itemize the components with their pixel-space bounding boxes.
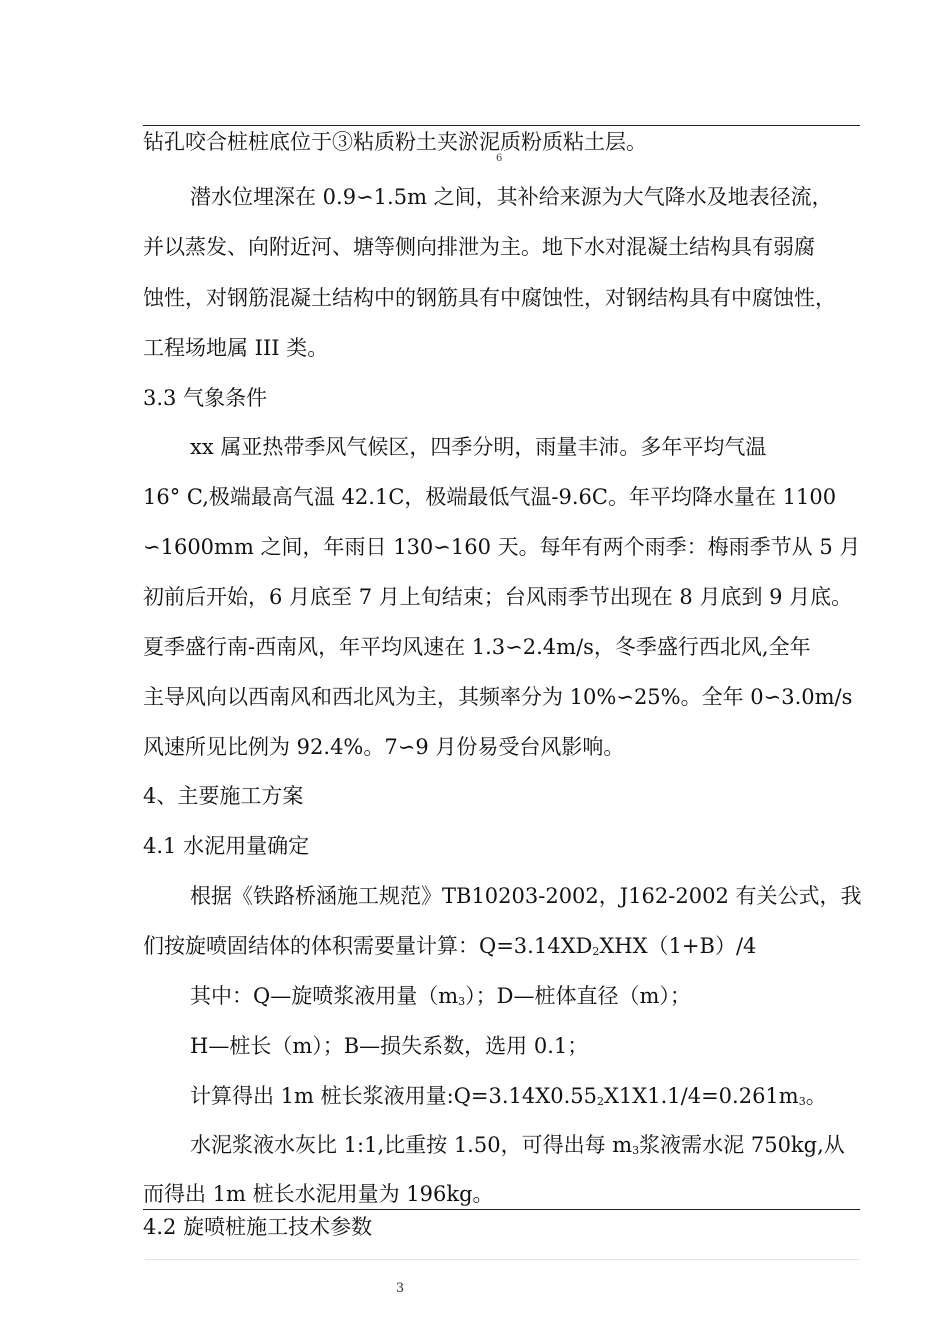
where-text: 其中：Q—旋喷浆液用量（m (190, 984, 459, 1008)
formula-text: XHX（1+B）/4 (599, 934, 757, 958)
body-line: 蚀性，对钢筋混凝土结构中的钢筋具有中腐蚀性，对钢结构具有中腐蚀性， (143, 286, 836, 310)
body-line: 主导风向以西南风和西北风为主，其频率分为 10%∽25%。全年 0∽3.0m/s (143, 685, 853, 709)
body-line: 钻孔咬合桩桩底位于③粘质粉土夹淤泥质粉质粘土层。 (143, 130, 647, 154)
calc-line (190, 1082, 827, 1116)
formula-text: 们按旋喷固结体的体积需要量计算：Q=3.14XD (143, 934, 593, 958)
calc-text: 计算得出 1m 桩长浆液用量:Q=3.14X0.55 (190, 1084, 597, 1108)
cement-text: 水泥浆液水灰比 1:1,比重按 1.50，可得出每 m (190, 1133, 633, 1157)
subscript: 3 (798, 1095, 806, 1108)
body-line: 初前后开始，6 月底至 7 月上旬结束；台风雨季节出现在 8 月底到 9 月底。 (143, 585, 853, 609)
cement-text: 浆液需水泥 750kg,从 (639, 1133, 845, 1157)
body-line: 潜水位埋深在 0.9∽1.5m 之间，其补给来源为大气降水及地表径流， (190, 185, 833, 209)
body-line: 夏季盛行南-西南风，年平均风速在 1.3∽2.4m/s，冬季盛行西北风,全年 (143, 635, 811, 659)
subscript: 3 (458, 995, 466, 1008)
body-line: 根据《铁路桥涵施工规范》TB10203-2002，J162-2002 有关公式，我 (190, 884, 862, 908)
formula-line (143, 932, 756, 966)
body-line: ∽1600mm 之间，年雨日 130∽160 天。每年有两个雨季：梅雨季节从 5 月 (143, 535, 861, 559)
calc-text: 。 (805, 1084, 827, 1108)
where-line: H—桩长（m）；B—损失系数，选用 0.1； (190, 1034, 589, 1058)
subscript: 3 (632, 1144, 640, 1157)
where-text: ）；D—桩体直径（m）； (465, 984, 691, 1008)
page-number: 3 (395, 1281, 405, 1296)
subscript: 2 (596, 1095, 604, 1108)
body-line: 16° C,极端最高气温 42.1C，极端最低气温-9.6C。年平均降水量在 1100 (143, 485, 837, 509)
faint-footer-rule (145, 1259, 860, 1260)
top-rule (143, 125, 860, 126)
body-line: 工程场地属 III 类。 (143, 336, 329, 360)
cement-line (190, 1131, 845, 1165)
where-line (190, 982, 691, 1016)
body-line: 风速所见比例为 92.4%。7∽9 月份易受台风影响。 (143, 735, 625, 759)
body-line: 而得出 1m 桩长水泥用量为 196kg。 (143, 1182, 494, 1206)
body-line: 并以蒸发、向附近河、塘等侧向排泄为主。地下水对混凝土结构具有弱腐 (143, 235, 815, 259)
section-heading-4: 4、主要施工方案 (143, 784, 304, 808)
section-heading-3-3: 3.3 气象条件 (143, 386, 268, 410)
body-line: xx 属亚热带季风气候区，四季分明，雨量丰沛。多年平均气温 (190, 435, 767, 459)
section-heading-4-2: 4.2 旋喷桩施工技术参数 (143, 1215, 373, 1239)
section-heading-4-1: 4.1 水泥用量确定 (143, 834, 310, 858)
bottom-rule (143, 1209, 860, 1210)
calc-text: X1X1.1/4=0.261m (603, 1084, 799, 1108)
subscript: 2 (592, 945, 600, 958)
tiny-marker: 6 (496, 153, 503, 164)
